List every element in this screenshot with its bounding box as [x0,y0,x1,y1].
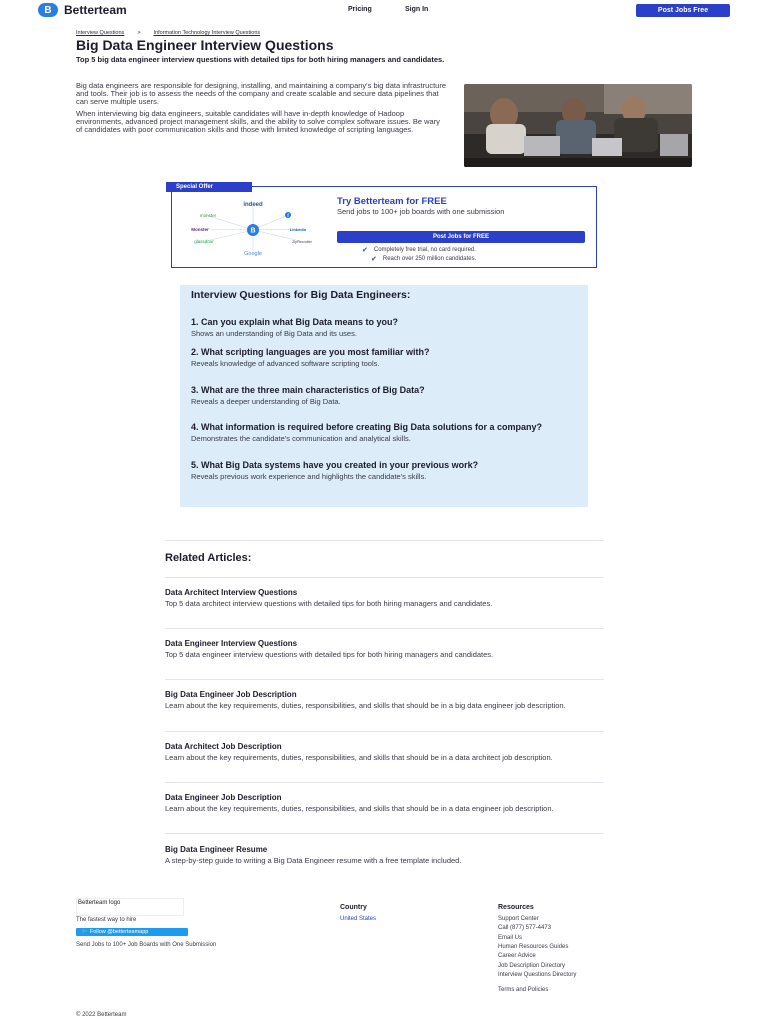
divider [165,628,604,629]
question-title: 1. Can you explain what Big Data means to you? [191,317,399,327]
article-description: Top 5 data architect interview questions with detailed tips for both hiring managers and candidates. [165,599,493,608]
twitter-icon: 🐦 [81,929,88,935]
divider [165,540,604,541]
footer-country-heading: Country [340,904,367,911]
team-working-photo [464,84,692,167]
related-article[interactable] [165,639,604,659]
divider [165,731,604,732]
related-article[interactable] [165,690,604,710]
breadcrumb-interview-questions[interactable]: Interview Questions [76,30,125,36]
article-title[interactable]: Data Architect Interview Questions [165,588,298,597]
article-description: Learn about the key requirements, duties, responsibilities, and skills that should be in a big data engineer job description. [165,701,566,710]
footer-country-link[interactable]: United States [340,916,377,922]
divider [165,577,604,578]
question-item [191,423,581,443]
footer-note: Send Jobs to 100+ Job Boards with One Submission [76,942,217,948]
footer-link-career-advice[interactable]: Career Advice [498,953,536,959]
post-jobs-for-free-button[interactable]: Post Jobs for FREE [337,231,585,243]
footer-link-job-description-directory[interactable]: Job Description Directory [498,963,566,969]
related-article[interactable] [165,742,604,762]
footer-tagline: The fastest way to hire [76,917,137,923]
footer-link-terms[interactable]: Terms and Policies [498,987,549,993]
article-description: Learn about the key requirements, duties, responsibilities, and skills that should be in a data architect job description. [165,753,553,762]
article-description: Learn about the key requirements, duties, responsibilities, and skills that should be in a data engineer job description. [165,804,554,813]
twitter-follow-label: Follow @betterteamapp [89,929,149,935]
related-article[interactable] [165,845,604,865]
brand-name: Betterteam [64,3,127,17]
question-title: 5. What Big Data systems have you created in your previous work? [191,460,479,470]
divider [165,782,604,783]
nav-signin-link[interactable]: Sign In [405,6,429,13]
linkedin-logo: LinkedIn [289,227,307,232]
article-title[interactable]: Data Engineer Interview Questions [165,639,298,648]
ziprecruiter-logo: ZipRecruiter [292,240,312,244]
article-title[interactable]: Big Data Engineer Job Description [165,690,297,699]
question-item [191,386,581,406]
offer-check-2 [371,255,476,263]
offer-check-1 [362,246,476,254]
question-title: 3. What are the three main characteristics of Big Data? [191,385,425,395]
twitter-follow-button[interactable] [76,928,188,936]
footer-link-interview-questions-directory[interactable]: Interview Questions Directory [498,972,577,978]
footer-link-hr-guides[interactable]: Human Resources Guides [498,944,569,950]
interview-questions-box [180,285,588,507]
question-description: Shows an understanding of Big Data and its uses. [191,329,357,338]
breadcrumb-it-interview-questions[interactable]: Information Technology Interview Questions [153,30,261,36]
question-item [191,461,581,481]
svg-text:B: B [250,227,256,235]
offer-check-text: Completely free trial, no card required. [373,247,476,253]
question-description: Reveals knowledge of advanced software scripting tools. [191,359,380,368]
brand-logo[interactable] [38,3,127,17]
glassdoor-logo: glassdoor [194,239,214,244]
intro-text [76,82,446,137]
related-article[interactable] [165,793,604,813]
offer-check-text: Reach over 250 million candidates. [382,256,477,262]
question-item [191,318,581,338]
footer-resources-heading: Resources [498,904,534,911]
top-navbar [0,0,768,22]
special-offer-tag: Special Offer [166,182,252,192]
intro-paragraph-2: When interviewing big data engineers, suitable candidates will have in-depth knowledge of Hadoop environments, advanced project management skills, and the ability to solve complex software issues. Be wary of candidates with poor communication skills and those with limited knowledge of scripting languages. [76,108,440,135]
page-title: Big Data Engineer Interview Questions [76,37,334,53]
post-jobs-free-button[interactable]: Post Jobs Free [636,4,730,17]
questions-heading: Interview Questions for Big Data Engineers: [191,289,411,301]
svg-text:f: f [287,213,289,218]
article-title[interactable]: Big Data Engineer Resume [165,845,268,854]
special-offer-card [171,186,597,268]
offer-subtitle: Send jobs to 100+ job boards with one submission [337,207,505,216]
divider [165,833,604,834]
question-description: Demonstrates the candidate's communication and analytical skills. [191,434,411,443]
hero-image [464,84,692,167]
google-logo: Google [244,251,262,257]
footer-link-support[interactable]: Support Center [498,916,539,922]
betterteam-logo-icon: B [38,3,58,17]
job-boards-diagram [178,197,328,263]
nav-pricing-link[interactable]: Pricing [348,6,372,13]
footer-link-email[interactable]: Email Us [498,935,523,941]
offer-title: Try Betterteam for FREE [337,196,447,207]
article-description: Top 5 data engineer interview questions with detailed tips for both hiring managers and candidates. [165,650,494,659]
copyright: © 2022 Betterteam [76,1012,127,1018]
monster-green-logo: monster [199,213,217,218]
footer-logo[interactable]: Betterteam logo [76,898,184,916]
divider [165,679,604,680]
intro-paragraph-1: Big data engineers are responsible for designing, installing, and maintaining a company's big data infrastructure and tools. Their job is to assess the needs of the company and create scalable and secure data pipelines that can serve multiple users. [76,81,446,107]
page-subtitle: Top 5 big data engineer interview questions with detailed tips for both hiring managers and candidates. [76,55,445,64]
article-title[interactable]: Data Architect Job Description [165,742,282,751]
question-description: Reveals a deeper understanding of Big Data. [191,397,341,406]
article-title[interactable]: Data Engineer Job Description [165,793,282,802]
checkmark-icon: ✔ [371,256,377,263]
question-description: Reveals previous work experience and highlights the candidate's skills. [191,472,427,481]
footer-link-call[interactable]: Call (877) 577-4473 [498,925,552,931]
breadcrumb-separator: > [137,30,141,36]
question-title: 4. What information is required before creating Big Data solutions for a company? [191,422,543,432]
indeed-logo: indeed [243,202,263,208]
related-article[interactable] [165,588,604,608]
article-description: A step-by-step guide to writing a Big Data Engineer resume with a free template included. [165,856,462,865]
breadcrumb [76,30,260,36]
monster-logo: Monster [191,227,209,232]
checkmark-icon: ✔ [362,247,368,254]
question-item [191,348,581,368]
related-articles-heading: Related Articles: [165,552,252,564]
question-title: 2. What scripting languages are you most familiar with? [191,347,430,357]
